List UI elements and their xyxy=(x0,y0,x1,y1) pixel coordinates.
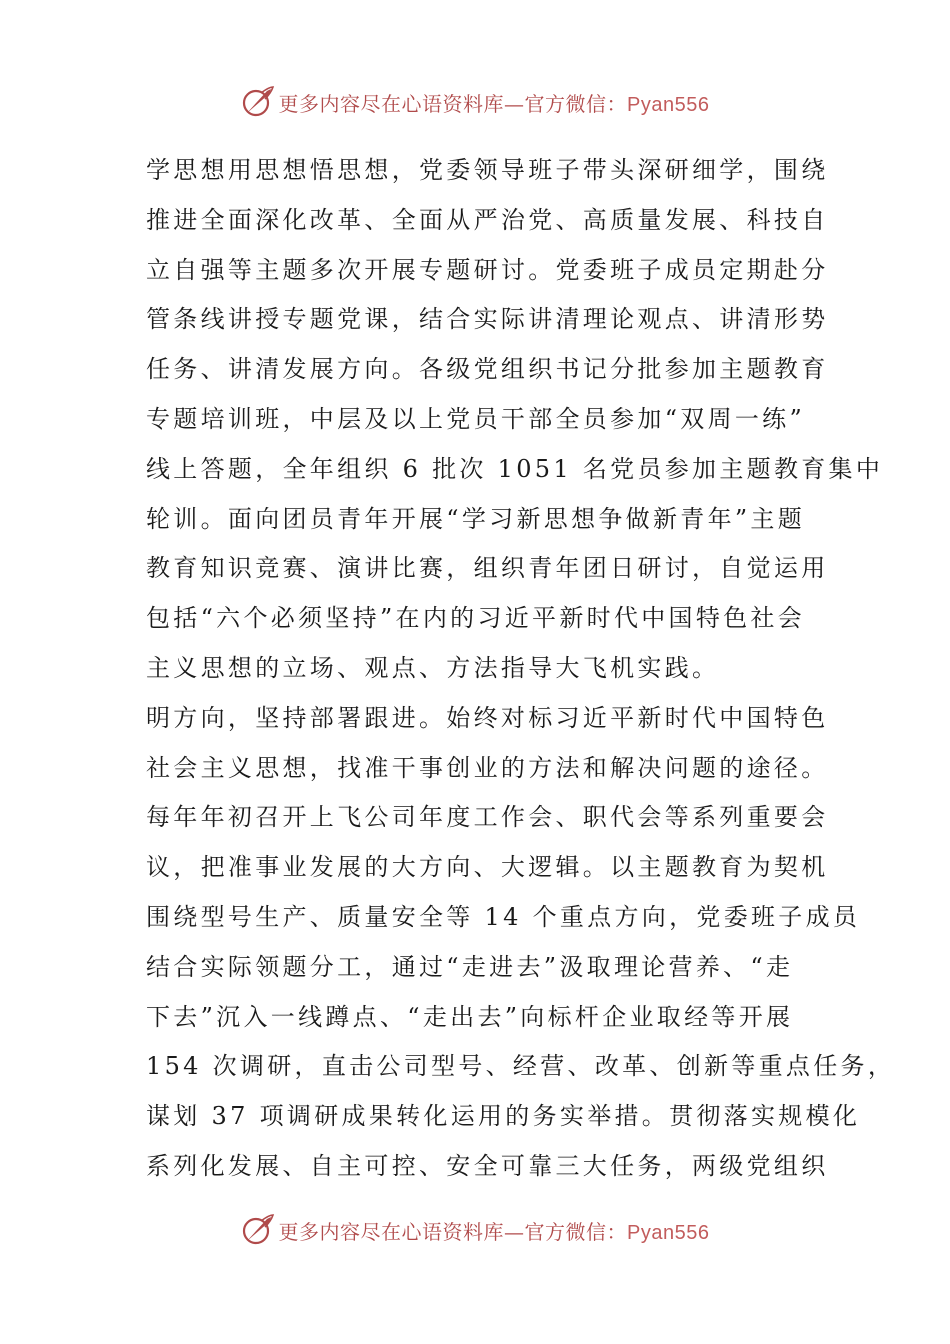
text-line: 每年年初召开上飞公司年度工作会、职代会等系列重要会 xyxy=(146,803,829,832)
footer-banner-id: Pyan556 xyxy=(627,1221,710,1244)
document-body xyxy=(146,146,896,1192)
quill-logo-icon xyxy=(241,85,275,119)
text-line: 线上答题，全年组织 6 批次 1051 名党员参加主题教育集中 xyxy=(146,454,884,483)
text-line: 教育知识竞赛、演讲比赛，组织青年团日研讨，自觉运用 xyxy=(146,554,829,583)
text-line: 任务、讲清发展方向。各级党组织书记分批参加主题教育 xyxy=(146,355,829,384)
text-line: 社会主义思想，找准干事创业的方法和解决问题的途径。 xyxy=(146,753,829,782)
text-line: 学思想用思想悟思想，党委领导班子带头深研细学，围绕 xyxy=(146,156,829,184)
text-line: 推进全面深化改革、全面从严治党、高质量发展、科技自 xyxy=(146,205,829,234)
text-line: 包括“六个必须坚持”在内的习近平新时代中国特色社会 xyxy=(146,604,806,633)
text-line: 专题培训班，中层及以上党员干部全员参加“双周一练” xyxy=(146,404,806,433)
text-line: 立自强等主题多次开展专题研讨。党委班子成员定期赴分 xyxy=(146,255,829,284)
header-banner-id: Pyan556 xyxy=(627,93,710,116)
header-banner-text: 更多内容尽在心语资料库—官方微信：Pyan556 xyxy=(278,91,710,116)
text-line: 结合实际领题分工，通过“走进去”汲取理论营养、“走 xyxy=(146,952,794,981)
text-line: 154 次调研，直击公司型号、经营、改革、创新等重点任务， xyxy=(146,1052,896,1081)
text-line: 系列化发展、自主可控、安全可靠三大任务，两级党组织 xyxy=(146,1151,829,1180)
header-banner xyxy=(0,82,950,122)
text-line: 管条线讲授专题党课，结合实际讲清理论观点、讲清形势 xyxy=(146,305,829,334)
text-line: 明方向，坚持部署跟进。始终对标习近平新时代中国特色 xyxy=(146,703,829,732)
footer-banner xyxy=(0,1210,950,1250)
text-line: 谋划 37 项调研成果转化运用的务实举措。贯彻落实规模化 xyxy=(146,1102,861,1131)
quill-logo-icon xyxy=(241,1213,275,1247)
text-line: 主义思想的立场、观点、方法指导大飞机实践。 xyxy=(146,653,720,682)
text-line: 议，把准事业发展的大方向、大逻辑。以主题教育为契机 xyxy=(146,853,829,882)
text-line: 围绕型号生产、质量安全等 14 个重点方向，党委班子成员 xyxy=(146,902,861,931)
footer-banner-text: 更多内容尽在心语资料库—官方微信：Pyan556 xyxy=(278,1219,710,1244)
text-line: 轮训。面向团员青年开展“学习新思想争做新青年”主题 xyxy=(146,504,806,533)
text-line: 下去”沉入一线蹲点、“走出去”向标杆企业取经等开展 xyxy=(146,1002,794,1031)
